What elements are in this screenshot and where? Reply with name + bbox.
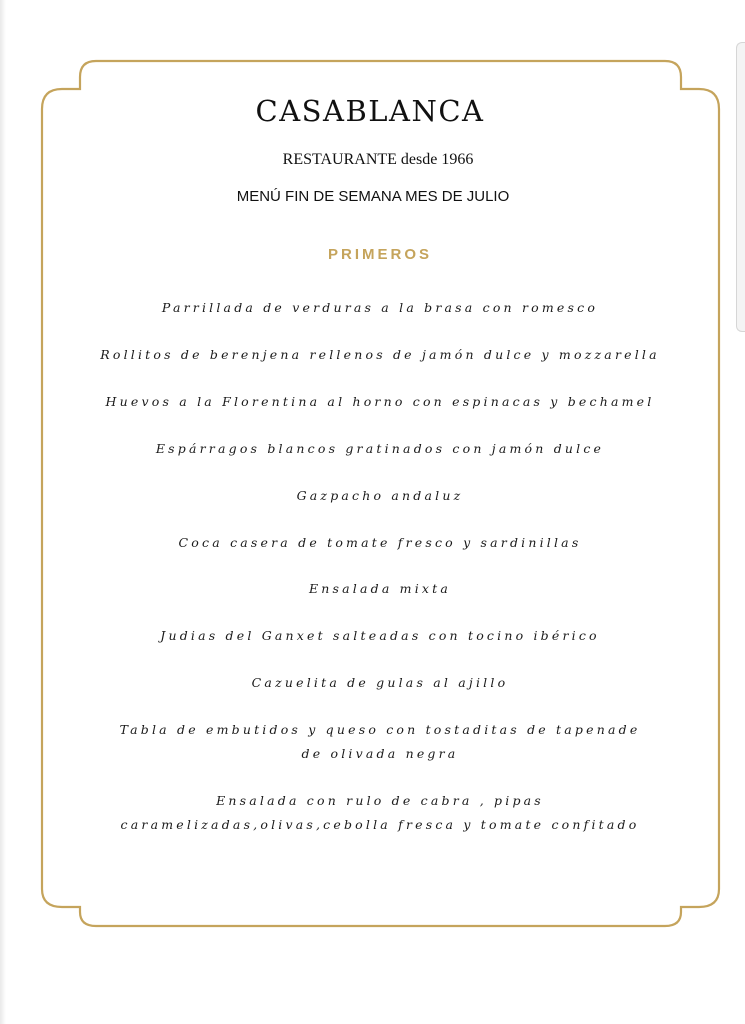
restaurant-name: CASABLANCA xyxy=(255,94,485,128)
dish-item: Ensalada con rulo de cabra , pipas caramelizadas,olivas,cebolla fresca y tomate confitado xyxy=(120,793,640,832)
dish-item: Tabla de embutidos y queso con tostaditas de tapenade de olivada negra xyxy=(119,722,641,761)
dish-item: Huevos a la Florentina al horno con espinacas y bechamel xyxy=(105,394,655,409)
dish-item: Cazuelita de gulas al ajillo xyxy=(251,675,509,690)
dish-item: Rollitos de berenjena rellenos de jamón dulce y mozzarella xyxy=(100,347,660,362)
menu-type: MENÚ FIN DE SEMANA MES DE JULIO xyxy=(236,188,510,205)
restaurant-tagline: RESTAURANTE desde 1966 xyxy=(282,151,474,168)
dish-item: Espárragos blancos gratinados con jamón dulce xyxy=(155,441,605,456)
section-title: PRIMEROS xyxy=(327,246,432,263)
dish-item: Judias del Ganxet salteadas con tocino ibérico xyxy=(160,628,600,643)
dish-item: Coca casera de tomate fresco y sardinillas xyxy=(178,535,582,550)
dish-item: Parrillada de verduras a la brasa con romesco xyxy=(161,300,599,315)
dish-item: Gazpacho andaluz xyxy=(296,488,464,503)
dish-item: Ensalada mixta xyxy=(308,581,452,596)
